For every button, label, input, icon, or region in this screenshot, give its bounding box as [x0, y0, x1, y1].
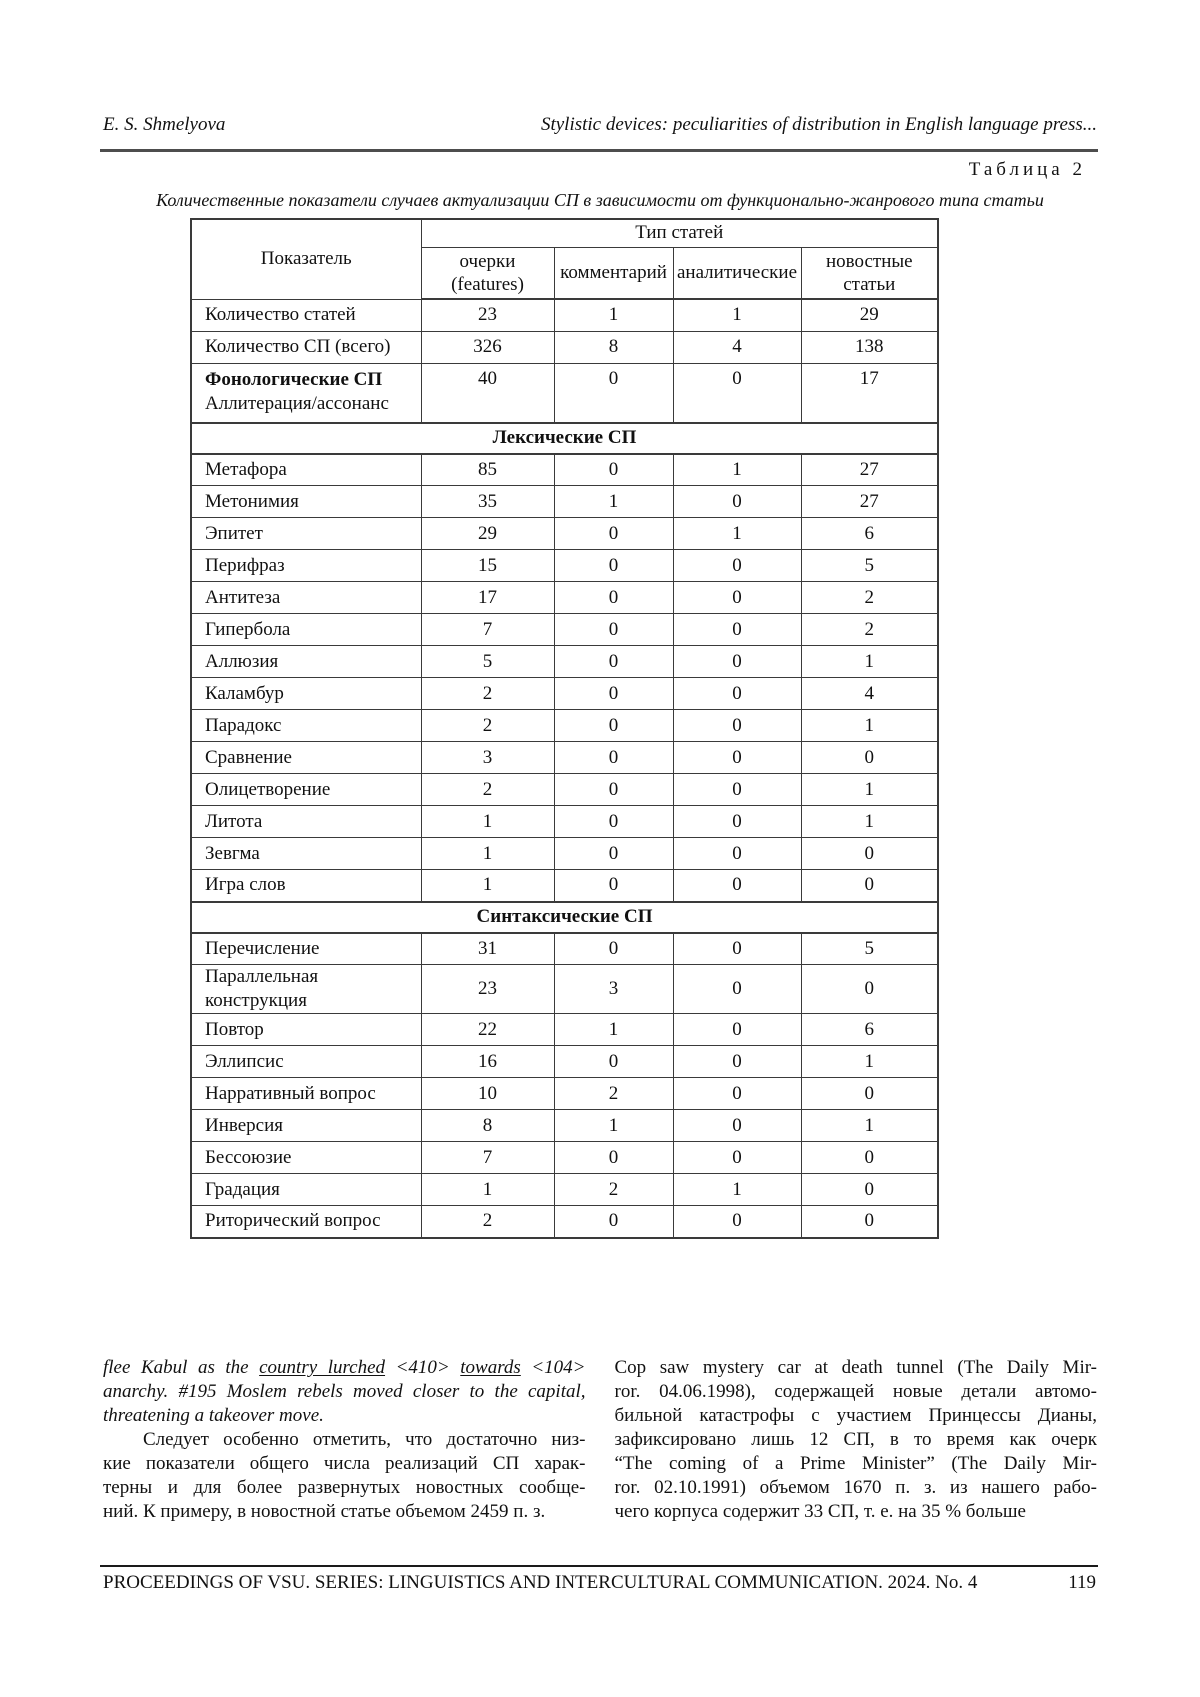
cell-value: 0 — [673, 582, 801, 614]
row-label: Градация — [191, 1174, 421, 1206]
cell-value: 22 — [421, 1014, 554, 1046]
row-label: Аллюзия — [191, 646, 421, 678]
cell-value: 0 — [554, 614, 673, 646]
cell-value: 1 — [421, 838, 554, 870]
cell-value: 0 — [673, 806, 801, 838]
table-row — [191, 1206, 938, 1238]
table-row — [191, 363, 938, 423]
row-label: Метафора — [191, 454, 421, 486]
cell-value: 1 — [673, 518, 801, 550]
cell-value: 1 — [801, 646, 938, 678]
table-number-label: Таблица 2 — [968, 159, 1086, 180]
underlined-phrase: towards — [460, 1357, 521, 1378]
cell-value: 2 — [421, 678, 554, 710]
row-label: Эллипсис — [191, 1046, 421, 1078]
cell-value: 1 — [421, 870, 554, 902]
table-row — [191, 1014, 938, 1046]
cell-value: 29 — [801, 299, 938, 331]
row-label: Параллельная конструкция — [191, 965, 421, 1014]
section-title: Лексические СП — [191, 423, 938, 454]
row-label: Сравнение — [191, 742, 421, 774]
text-line: anarchy. #195 Moslem rebels moved closer to the capital, — [103, 1381, 586, 1402]
cell-value: 0 — [673, 486, 801, 518]
cell-value: 0 — [673, 678, 801, 710]
right-column — [615, 1356, 1098, 1524]
table-caption: Количественные показатели случаев актуализации СП в зависимости от функционально-жанрового типа статьи — [156, 190, 1044, 210]
cell-value: 5 — [801, 550, 938, 582]
author-name: E. S. Shmelyova — [103, 114, 226, 135]
table-row — [191, 806, 938, 838]
column-group-header: Тип статей — [421, 219, 938, 247]
cell-value: 0 — [673, 774, 801, 806]
cell-value: 3 — [554, 965, 673, 1014]
page-number: 119 — [1068, 1572, 1096, 1593]
cell-value: 0 — [554, 806, 673, 838]
table-row — [191, 710, 938, 742]
row-label: Перифраз — [191, 550, 421, 582]
cell-value: 4 — [801, 678, 938, 710]
row-label: Инверсия — [191, 1110, 421, 1142]
table-row — [191, 870, 938, 902]
cell-value: 0 — [554, 550, 673, 582]
cell-value: 8 — [421, 1110, 554, 1142]
table-section-row — [191, 423, 938, 454]
text-line: чего корпуса содержит 33 СП, т. е. на 35 % больше — [614, 1501, 1026, 1522]
row-label: Повтор — [191, 1014, 421, 1046]
table-body — [191, 299, 938, 1238]
cell-value: 0 — [801, 1078, 938, 1110]
cell-value: 138 — [801, 331, 938, 363]
cell-value: 1 — [801, 1110, 938, 1142]
cell-value: 1 — [421, 806, 554, 838]
cell-value: 0 — [673, 1142, 801, 1174]
row-label: Количество статей — [191, 299, 421, 331]
cell-value: 1 — [801, 1046, 938, 1078]
cell-value: 40 — [421, 363, 554, 423]
cell-value: 1 — [801, 774, 938, 806]
table-row — [191, 1110, 938, 1142]
running-head — [103, 114, 1097, 136]
cell-value: 0 — [801, 1174, 938, 1206]
table-row — [191, 838, 938, 870]
cell-value: 2 — [801, 582, 938, 614]
cell-value: 0 — [554, 774, 673, 806]
cell-value: 5 — [421, 646, 554, 678]
table-row — [191, 742, 938, 774]
cell-value: 1 — [554, 1014, 673, 1046]
cell-value: 1 — [673, 1174, 801, 1206]
cell-value: 0 — [554, 1142, 673, 1174]
cell-value: 6 — [801, 1014, 938, 1046]
cell-value: 2 — [554, 1174, 673, 1206]
cell-value: 1 — [554, 1110, 673, 1142]
column-header-analytical: аналитические — [673, 247, 801, 299]
text-line: ний. К примеру, в новостной статье объемом 2459 п. з. — [103, 1501, 546, 1522]
cell-value: 0 — [673, 1046, 801, 1078]
text-line: flee Kabul as the country lurched <410> towards <104> — [103, 1357, 586, 1378]
cell-value: 1 — [554, 486, 673, 518]
text-line: Cop saw mystery car at death tunnel (The Daily Mir- — [614, 1357, 1097, 1378]
table-row — [191, 518, 938, 550]
row-label: Игра слов — [191, 870, 421, 902]
text-line: ror. 04.06.1998), содержащей новые детали автомо- — [614, 1381, 1097, 1402]
commentary-paragraph — [103, 1428, 586, 1524]
table-row — [191, 646, 938, 678]
cell-value: 27 — [801, 486, 938, 518]
cell-value: 3 — [421, 742, 554, 774]
cell-value: 1 — [673, 454, 801, 486]
text-line: бильной катастрофы с участием Принцессы Дианы, — [614, 1405, 1097, 1426]
text-line: зафиксировано лишь 12 СП, в то время как очерк — [614, 1429, 1097, 1450]
table-row — [191, 614, 938, 646]
cell-value: 0 — [673, 838, 801, 870]
page-footer — [103, 1572, 1096, 1594]
cell-value: 0 — [554, 363, 673, 423]
cell-value: 0 — [554, 454, 673, 486]
footer-rule — [100, 1565, 1098, 1567]
row-label: Перечисление — [191, 933, 421, 965]
cell-value: 0 — [801, 965, 938, 1014]
cell-value: 0 — [554, 1206, 673, 1238]
row-label: Метонимия — [191, 486, 421, 518]
row-label: Бессоюзие — [191, 1142, 421, 1174]
cell-value: 1 — [554, 299, 673, 331]
table-row — [191, 454, 938, 486]
cell-value: 0 — [801, 870, 938, 902]
cell-value: 27 — [801, 454, 938, 486]
text-line: threatening a takeover move. — [103, 1405, 324, 1426]
cell-value: 0 — [554, 933, 673, 965]
table-row — [191, 774, 938, 806]
row-label: Гипербола — [191, 614, 421, 646]
table-header — [191, 219, 938, 299]
text-line: ror. 02.10.1991) объемом 1670 п. з. из нашего рабо- — [614, 1477, 1097, 1498]
cell-value: 0 — [554, 646, 673, 678]
cell-value: 2 — [801, 614, 938, 646]
header-rule — [100, 149, 1098, 152]
cell-value: 1 — [801, 806, 938, 838]
cell-value: 4 — [673, 331, 801, 363]
section-title: Синтаксические СП — [191, 902, 938, 933]
cell-value: 0 — [673, 363, 801, 423]
column-header-features: очерки (features) — [421, 247, 554, 299]
table-row — [191, 965, 938, 1014]
cell-value: 17 — [801, 363, 938, 423]
cell-value: 31 — [421, 933, 554, 965]
text-line: Следует особенно отметить, что достаточно низ- — [143, 1429, 586, 1450]
cell-value: 35 — [421, 486, 554, 518]
cell-value: 17 — [421, 582, 554, 614]
cell-value: 15 — [421, 550, 554, 582]
stylistic-devices-table — [190, 218, 939, 1239]
table-row — [191, 299, 938, 331]
cell-value: 0 — [673, 1206, 801, 1238]
row-label: Каламбур — [191, 678, 421, 710]
cell-value: 0 — [673, 614, 801, 646]
row-label: Количество СП (всего) — [191, 331, 421, 363]
cell-value: 2 — [554, 1078, 673, 1110]
cell-value: 85 — [421, 454, 554, 486]
cell-value: 1 — [421, 1174, 554, 1206]
cell-value: 0 — [554, 518, 673, 550]
table-row — [191, 1078, 938, 1110]
column-header-news: новостные статьи — [801, 247, 938, 299]
row-label: Нарративный вопрос — [191, 1078, 421, 1110]
cell-value: 5 — [801, 933, 938, 965]
cell-value: 0 — [554, 838, 673, 870]
cell-value: 2 — [421, 774, 554, 806]
table-row — [191, 486, 938, 518]
cell-value: 0 — [673, 1014, 801, 1046]
cell-value: 0 — [554, 742, 673, 774]
cell-value: 0 — [673, 870, 801, 902]
row-label: Риторический вопрос — [191, 1206, 421, 1238]
table-row — [191, 1046, 938, 1078]
column-header-indicator: Показатель — [191, 219, 421, 299]
text-line: кие показатели общего числа реализаций СП харак- — [103, 1453, 586, 1474]
cell-value: 2 — [421, 1206, 554, 1238]
table-row — [191, 1142, 938, 1174]
column-header-commentary: комментарий — [554, 247, 673, 299]
cell-value: 16 — [421, 1046, 554, 1078]
cell-value: 0 — [554, 710, 673, 742]
row-label: Эпитет — [191, 518, 421, 550]
continuation-paragraph — [615, 1356, 1098, 1524]
cell-value: 7 — [421, 1142, 554, 1174]
table-row — [191, 1174, 938, 1206]
cell-value: 0 — [673, 646, 801, 678]
cell-value: 0 — [673, 710, 801, 742]
cell-value: 1 — [801, 710, 938, 742]
left-column — [103, 1356, 586, 1524]
text-line: терны и для более развернутых новостных сообще- — [103, 1477, 586, 1498]
cell-value: 0 — [673, 965, 801, 1014]
cell-value: 0 — [673, 742, 801, 774]
cell-value: 23 — [421, 965, 554, 1014]
cell-value: 0 — [673, 550, 801, 582]
cell-value: 0 — [673, 1110, 801, 1142]
table-row — [191, 550, 938, 582]
underlined-phrase: country lurched — [259, 1357, 386, 1378]
cell-value: 0 — [554, 1046, 673, 1078]
row-label: Зевгма — [191, 838, 421, 870]
cell-value: 2 — [421, 710, 554, 742]
table-header-group-row — [191, 219, 938, 247]
cell-value: 0 — [554, 870, 673, 902]
row-label: Олицетворение — [191, 774, 421, 806]
cell-value: 326 — [421, 331, 554, 363]
cell-value: 0 — [673, 1078, 801, 1110]
table-row — [191, 331, 938, 363]
cell-value: 0 — [801, 742, 938, 774]
cell-value: 0 — [554, 678, 673, 710]
text-line: “The coming of a Prime Minister” (The Daily Mir- — [614, 1453, 1097, 1474]
cell-value: 0 — [801, 838, 938, 870]
example-paragraph — [103, 1356, 586, 1428]
row-label: Антитеза — [191, 582, 421, 614]
table-row — [191, 933, 938, 965]
table-row — [191, 678, 938, 710]
cell-value: 29 — [421, 518, 554, 550]
row-label: Литота — [191, 806, 421, 838]
cell-value: 0 — [801, 1142, 938, 1174]
cell-value: 0 — [801, 1206, 938, 1238]
cell-value: 1 — [673, 299, 801, 331]
cell-value: 0 — [554, 582, 673, 614]
body-text-columns — [103, 1356, 1097, 1524]
journal-line: PROCEEDINGS OF VSU. SERIES: LINGUISTICS AND INTERCULTURAL COMMUNICATION. 2024. No. 4 — [103, 1572, 978, 1593]
cell-value: 23 — [421, 299, 554, 331]
cell-value: 6 — [801, 518, 938, 550]
row-label: Парадокс — [191, 710, 421, 742]
row-label: Фонологические СП Аллитерация/ассонанс — [191, 363, 421, 423]
cell-value: 7 — [421, 614, 554, 646]
cell-value: 0 — [673, 933, 801, 965]
cell-value: 8 — [554, 331, 673, 363]
cell-value: 10 — [421, 1078, 554, 1110]
table-section-row — [191, 902, 938, 933]
table-row — [191, 582, 938, 614]
running-title: Stylistic devices: peculiarities of distribution in English language press... — [540, 114, 1097, 135]
